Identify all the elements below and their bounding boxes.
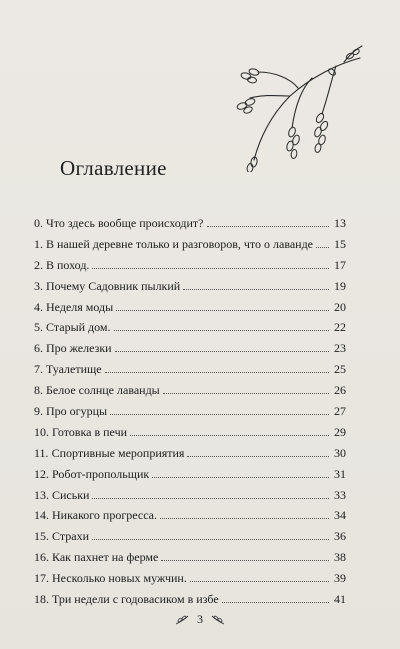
toc-entry-title bbox=[34, 255, 89, 276]
toc-entry-title bbox=[34, 213, 204, 234]
toc-entry-page: 27 bbox=[334, 404, 346, 419]
toc-entry-title bbox=[34, 547, 158, 568]
toc-entry-text: Три недели с годовасиком в избе bbox=[52, 592, 219, 607]
toc-entry-page: 19 bbox=[334, 278, 346, 293]
toc-entry[interactable] bbox=[34, 297, 346, 318]
toc-entry-text: Несколько новых мужчин. bbox=[52, 571, 187, 586]
toc-dot-leader bbox=[190, 580, 329, 582]
toc-entry-number: 13. bbox=[34, 487, 49, 502]
toc-entry-text: Туалетище bbox=[46, 362, 102, 377]
toc-entry-title bbox=[34, 276, 180, 297]
toc-entry-number: 2. bbox=[34, 257, 43, 272]
toc-entry-number: 11. bbox=[34, 445, 49, 460]
toc-entry-page: 41 bbox=[334, 592, 346, 607]
toc-entry[interactable] bbox=[34, 526, 346, 547]
toc-entry-number: 0. bbox=[34, 216, 43, 230]
toc-entry-title bbox=[34, 297, 113, 318]
toc-entry-text: В нашей деревне только и разговоров, что о лаванде bbox=[46, 236, 314, 251]
toc-entry[interactable] bbox=[34, 485, 346, 506]
toc-entry-page: 36 bbox=[334, 529, 346, 544]
toc-entry-text: Спортивные мероприятия bbox=[51, 445, 185, 460]
toc-entry-title bbox=[34, 464, 149, 485]
toc-entry-text: Готовка в печи bbox=[52, 424, 128, 439]
page-number: 3 bbox=[197, 612, 203, 626]
toc-entry-page: 20 bbox=[334, 299, 346, 314]
toc-entry-title bbox=[34, 505, 157, 526]
toc-entry-page: 33 bbox=[334, 487, 346, 502]
toc-entry-number: 8. bbox=[34, 383, 43, 398]
toc-entry[interactable] bbox=[34, 255, 346, 276]
toc-entry-page: 34 bbox=[334, 508, 346, 523]
toc-entry-title bbox=[34, 359, 102, 380]
toc-dot-leader bbox=[92, 267, 329, 269]
toc-entry-text: Сиськи bbox=[52, 487, 90, 502]
toc-dot-leader bbox=[110, 413, 329, 415]
toc-entry-title bbox=[34, 443, 184, 464]
toc-entry-title bbox=[34, 234, 313, 255]
toc-entry-page: 17 bbox=[334, 257, 346, 272]
toc-entry[interactable] bbox=[34, 317, 346, 338]
toc-dot-leader bbox=[183, 288, 329, 290]
toc-entry-text: Про огурцы bbox=[46, 404, 108, 419]
toc-entry-number: 9. bbox=[34, 404, 43, 419]
toc-entry-text: Про железки bbox=[46, 341, 112, 356]
toc-entry-number: 1. bbox=[34, 236, 43, 251]
toc-entry[interactable] bbox=[34, 276, 346, 297]
toc-dot-leader bbox=[130, 434, 329, 436]
toc-entry-page: 15 bbox=[334, 236, 346, 251]
toc-dot-leader bbox=[163, 392, 329, 394]
toc-entry-title bbox=[34, 568, 187, 589]
toc-entry[interactable] bbox=[34, 401, 346, 422]
toc-entry-text: Робот-пропольщик bbox=[52, 466, 150, 481]
sprig-ornament-left-icon bbox=[175, 615, 189, 625]
toc-dot-leader bbox=[160, 517, 329, 519]
toc-dot-leader bbox=[152, 476, 329, 478]
toc-entry-title bbox=[34, 589, 219, 610]
toc-entry-text: Как пахнет на ферме bbox=[52, 550, 159, 565]
toc-entry-title bbox=[34, 485, 89, 506]
toc-entry-page: 13 bbox=[334, 216, 346, 230]
toc-entry-text: Никакого прогресса. bbox=[52, 508, 157, 523]
toc-entry-text: Почему Садовник пылкий bbox=[46, 278, 181, 293]
toc-dot-leader bbox=[316, 246, 329, 248]
toc-entry-text: Неделя моды bbox=[46, 299, 114, 314]
toc-entry-page: 39 bbox=[334, 571, 346, 586]
toc-entry[interactable] bbox=[34, 464, 346, 485]
toc-entry[interactable] bbox=[34, 359, 346, 380]
toc-entry-number: 12. bbox=[34, 466, 49, 481]
toc-entry-number: 10. bbox=[34, 424, 49, 439]
toc-entry-title bbox=[34, 422, 127, 443]
toc-entry-title bbox=[34, 526, 89, 547]
toc-entry-text: В поход. bbox=[46, 257, 90, 272]
toc-entry-page: 23 bbox=[334, 341, 346, 356]
toc-entry-page: 38 bbox=[334, 550, 346, 565]
toc-entry[interactable] bbox=[34, 422, 346, 443]
toc-entry-number: 16. bbox=[34, 550, 49, 565]
toc-entry-text: Что здесь вообще происходит? bbox=[46, 216, 204, 230]
sprig-ornament-right-icon bbox=[211, 615, 225, 625]
toc-dot-leader bbox=[207, 225, 330, 227]
toc-entry-text: Старый дом. bbox=[46, 320, 111, 335]
toc-entry[interactable] bbox=[34, 234, 346, 255]
toc-dot-leader bbox=[105, 371, 329, 373]
toc-dot-leader bbox=[92, 497, 329, 499]
toc-entry-page: 30 bbox=[334, 445, 346, 460]
toc-dot-leader bbox=[222, 601, 329, 603]
page-footer bbox=[0, 612, 400, 627]
toc-entry[interactable] bbox=[34, 338, 346, 359]
toc-entry[interactable] bbox=[34, 505, 346, 526]
toc-entry[interactable] bbox=[34, 589, 346, 610]
toc-entry-page: 31 bbox=[334, 466, 346, 481]
toc-heading: Оглавление bbox=[60, 156, 167, 180]
toc-entry-title bbox=[34, 380, 160, 401]
toc-entry-number: 18. bbox=[34, 592, 49, 607]
toc-entry-text: Страхи bbox=[52, 529, 89, 544]
toc-entry-number: 14. bbox=[34, 508, 49, 523]
toc-entry-page: 29 bbox=[334, 424, 346, 439]
toc-entry[interactable] bbox=[34, 443, 346, 464]
toc-entry-number: 3. bbox=[34, 278, 43, 293]
toc-dot-leader bbox=[115, 350, 329, 352]
toc-dot-leader bbox=[161, 559, 329, 561]
toc-dot-leader bbox=[92, 538, 329, 540]
toc-entry-number: 5. bbox=[34, 320, 43, 335]
toc-entry-page: 26 bbox=[334, 383, 346, 398]
toc-entry[interactable] bbox=[34, 380, 346, 401]
lavender-sprig-illustration bbox=[232, 44, 364, 172]
toc-entry[interactable] bbox=[34, 568, 346, 589]
toc-entry-text: Белое солнце лаванды bbox=[46, 383, 160, 398]
toc-entry-title bbox=[34, 338, 112, 359]
toc-entry-page: 22 bbox=[334, 320, 346, 335]
toc-dot-leader bbox=[114, 329, 329, 331]
toc-entry-page: 25 bbox=[334, 362, 346, 377]
toc-entry[interactable] bbox=[34, 547, 346, 568]
toc-entry-number: 6. bbox=[34, 341, 43, 356]
table-of-contents bbox=[34, 213, 346, 610]
toc-entry-number: 7. bbox=[34, 362, 43, 377]
toc-entry[interactable] bbox=[34, 213, 346, 234]
toc-entry-title bbox=[34, 317, 111, 338]
toc-entry-title bbox=[34, 401, 107, 422]
toc-entry-number: 17. bbox=[34, 571, 49, 586]
toc-entry-number: 15. bbox=[34, 529, 49, 544]
toc-entry-number: 4. bbox=[34, 299, 43, 314]
toc-dot-leader bbox=[116, 309, 329, 311]
toc-dot-leader bbox=[187, 455, 329, 457]
